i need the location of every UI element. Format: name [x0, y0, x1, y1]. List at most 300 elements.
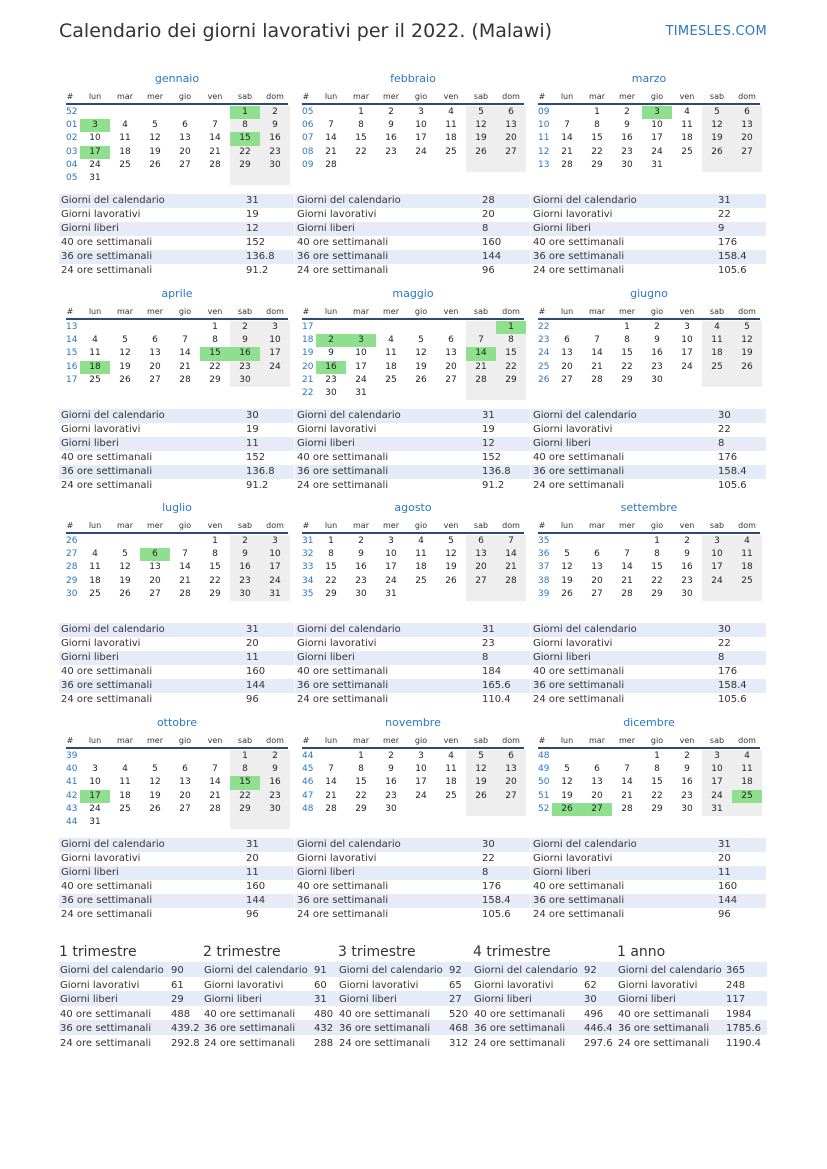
- calendar-day[interactable]: 13: [496, 763, 526, 776]
- calendar-day[interactable]: 6: [564, 335, 570, 346]
- calendar-day[interactable]: 18: [445, 133, 457, 144]
- calendar-day[interactable]: 26: [732, 361, 762, 374]
- calendar-day[interactable]: 29: [209, 588, 221, 599]
- calendar-day[interactable]: 23: [230, 361, 260, 374]
- calendar-day[interactable]: 30: [260, 803, 290, 816]
- calendar-day[interactable]: 21: [621, 575, 633, 586]
- calendar-day[interactable]: 2: [624, 107, 630, 117]
- calendar-day[interactable]: 11: [732, 548, 762, 561]
- calendar-day[interactable]: 5: [152, 120, 158, 131]
- calendar-day[interactable]: 31: [89, 817, 101, 827]
- calendar-day[interactable]: 27: [149, 588, 161, 599]
- calendar-day[interactable]: 31: [385, 588, 397, 599]
- calendar-day[interactable]: 23: [621, 146, 633, 157]
- calendar-day[interactable]: 30: [621, 159, 633, 170]
- calendar-day[interactable]: 8: [212, 549, 218, 560]
- calendar-day[interactable]: 19: [149, 146, 161, 157]
- calendar-day[interactable]: 9: [230, 548, 260, 561]
- calendar-day[interactable]: 18: [732, 776, 762, 789]
- calendar-day[interactable]: 23: [681, 575, 693, 586]
- calendar-day[interactable]: 11: [89, 348, 101, 359]
- calendar-day[interactable]: 14: [621, 562, 633, 573]
- calendar-day[interactable]: 11: [385, 348, 397, 359]
- calendar-day[interactable]: 20: [445, 361, 457, 372]
- calendar-day[interactable]: 8: [212, 335, 218, 346]
- calendar-day[interactable]: 4: [92, 335, 98, 346]
- calendar-day[interactable]: 24: [702, 790, 732, 803]
- calendar-day[interactable]: 6: [732, 106, 762, 119]
- calendar-day[interactable]: 6: [466, 535, 496, 548]
- calendar-day[interactable]: 22: [651, 790, 663, 801]
- holiday-day[interactable]: 15: [230, 776, 260, 789]
- calendar-day[interactable]: 16: [385, 777, 397, 788]
- calendar-day[interactable]: 24: [260, 361, 290, 374]
- calendar-day[interactable]: 17: [415, 133, 427, 144]
- calendar-day[interactable]: 29: [591, 159, 603, 170]
- calendar-day[interactable]: 22: [209, 361, 221, 372]
- calendar-day[interactable]: 5: [564, 764, 570, 775]
- calendar-day[interactable]: 2: [230, 321, 260, 334]
- calendar-day[interactable]: 17: [702, 561, 732, 574]
- calendar-day[interactable]: 29: [621, 374, 633, 385]
- calendar-day[interactable]: 1: [624, 322, 630, 332]
- calendar-day[interactable]: 7: [182, 549, 188, 560]
- calendar-day[interactable]: 15: [651, 562, 663, 573]
- calendar-day[interactable]: 5: [732, 321, 762, 334]
- calendar-day[interactable]: 17: [260, 561, 290, 574]
- calendar-day[interactable]: 13: [179, 777, 191, 788]
- calendar-day[interactable]: 7: [182, 335, 188, 346]
- calendar-day[interactable]: 4: [92, 549, 98, 560]
- calendar-day[interactable]: 18: [385, 361, 397, 372]
- calendar-day[interactable]: 25: [415, 575, 427, 586]
- calendar-day[interactable]: 17: [385, 562, 397, 573]
- calendar-day[interactable]: 23: [260, 790, 290, 803]
- calendar-day[interactable]: 31: [651, 159, 663, 170]
- calendar-day[interactable]: 28: [621, 803, 633, 814]
- calendar-day[interactable]: 11: [732, 763, 762, 776]
- calendar-day[interactable]: 24: [89, 803, 101, 814]
- calendar-day[interactable]: 22: [230, 146, 260, 159]
- calendar-day[interactable]: 11: [702, 334, 732, 347]
- calendar-day[interactable]: 19: [119, 575, 131, 586]
- calendar-day[interactable]: 2: [358, 536, 364, 546]
- calendar-day[interactable]: 5: [122, 335, 128, 346]
- calendar-day[interactable]: 7: [624, 764, 630, 775]
- calendar-day[interactable]: 3: [260, 321, 290, 334]
- holiday-day[interactable]: 27: [582, 803, 612, 816]
- calendar-day[interactable]: 16: [621, 133, 633, 144]
- calendar-day[interactable]: 27: [466, 575, 496, 588]
- calendar-day[interactable]: 19: [149, 790, 161, 801]
- calendar-day[interactable]: 2: [260, 750, 290, 763]
- calendar-day[interactable]: 16: [385, 133, 397, 144]
- calendar-day[interactable]: 12: [732, 334, 762, 347]
- calendar-day[interactable]: 18: [119, 790, 131, 801]
- calendar-day[interactable]: 25: [732, 575, 762, 588]
- calendar-day[interactable]: 8: [358, 764, 364, 775]
- calendar-day[interactable]: 28: [621, 588, 633, 599]
- calendar-day[interactable]: 30: [260, 159, 290, 172]
- calendar-day[interactable]: 1: [230, 750, 260, 763]
- calendar-day[interactable]: 21: [496, 561, 526, 574]
- calendar-day[interactable]: 19: [415, 361, 427, 372]
- calendar-day[interactable]: 5: [466, 106, 496, 119]
- calendar-day[interactable]: 14: [179, 348, 191, 359]
- calendar-day[interactable]: 11: [415, 549, 427, 560]
- calendar-day[interactable]: 25: [119, 159, 131, 170]
- calendar-day[interactable]: 16: [355, 562, 367, 573]
- calendar-day[interactable]: 3: [684, 322, 690, 332]
- calendar-day[interactable]: 20: [149, 575, 161, 586]
- calendar-day[interactable]: 20: [179, 146, 191, 157]
- calendar-day[interactable]: 21: [179, 575, 191, 586]
- calendar-day[interactable]: 28: [325, 803, 337, 814]
- calendar-day[interactable]: 8: [654, 549, 660, 560]
- calendar-day[interactable]: 24: [415, 146, 427, 157]
- calendar-day[interactable]: 17: [651, 133, 663, 144]
- holiday-day[interactable]: 25: [732, 790, 762, 803]
- calendar-day[interactable]: 1: [212, 322, 218, 332]
- holiday-day[interactable]: 17: [80, 790, 110, 803]
- calendar-day[interactable]: 3: [418, 107, 424, 117]
- holiday-day[interactable]: 3: [346, 334, 376, 347]
- calendar-day[interactable]: 13: [561, 348, 573, 359]
- calendar-day[interactable]: 14: [496, 548, 526, 561]
- calendar-day[interactable]: 12: [466, 119, 496, 132]
- calendar-day[interactable]: 8: [328, 549, 334, 560]
- calendar-day[interactable]: 15: [496, 347, 526, 360]
- calendar-day[interactable]: 1: [212, 536, 218, 546]
- calendar-day[interactable]: 9: [260, 119, 290, 132]
- calendar-day[interactable]: 6: [496, 106, 526, 119]
- calendar-day[interactable]: 8: [654, 764, 660, 775]
- calendar-day[interactable]: 19: [732, 347, 762, 360]
- calendar-day[interactable]: 2: [388, 107, 394, 117]
- calendar-day[interactable]: 20: [496, 132, 526, 145]
- calendar-day[interactable]: 24: [385, 575, 397, 586]
- calendar-day[interactable]: 6: [152, 335, 158, 346]
- calendar-day[interactable]: 27: [591, 588, 603, 599]
- calendar-day[interactable]: 4: [388, 335, 394, 346]
- calendar-day[interactable]: 21: [466, 361, 496, 374]
- calendar-day[interactable]: 15: [355, 777, 367, 788]
- calendar-day[interactable]: 10: [89, 777, 101, 788]
- calendar-day[interactable]: 8: [594, 120, 600, 131]
- calendar-day[interactable]: 26: [149, 803, 161, 814]
- calendar-day[interactable]: 6: [182, 120, 188, 131]
- calendar-day[interactable]: 13: [466, 548, 496, 561]
- calendar-day[interactable]: 11: [119, 133, 131, 144]
- calendar-day[interactable]: 23: [325, 374, 337, 385]
- holiday-day[interactable]: 17: [80, 146, 110, 159]
- calendar-day[interactable]: 9: [624, 120, 630, 131]
- calendar-day[interactable]: 27: [445, 374, 457, 385]
- calendar-day[interactable]: 25: [89, 374, 101, 385]
- calendar-day[interactable]: 25: [119, 803, 131, 814]
- holiday-day[interactable]: 6: [140, 548, 170, 561]
- calendar-day[interactable]: 1: [594, 107, 600, 117]
- calendar-day[interactable]: 1: [328, 536, 334, 546]
- calendar-day[interactable]: 21: [209, 790, 221, 801]
- calendar-day[interactable]: 5: [418, 335, 424, 346]
- calendar-day[interactable]: 17: [260, 347, 290, 360]
- calendar-day[interactable]: 6: [182, 764, 188, 775]
- calendar-day[interactable]: 12: [445, 549, 457, 560]
- calendar-day[interactable]: 4: [122, 120, 128, 131]
- calendar-day[interactable]: 12: [702, 119, 732, 132]
- calendar-day[interactable]: 20: [591, 575, 603, 586]
- calendar-day[interactable]: 24: [415, 790, 427, 801]
- calendar-day[interactable]: 23: [260, 146, 290, 159]
- holiday-day[interactable]: 1: [230, 106, 260, 119]
- calendar-day[interactable]: 31: [702, 803, 732, 816]
- calendar-day[interactable]: 11: [89, 562, 101, 573]
- calendar-day[interactable]: 30: [325, 388, 337, 398]
- calendar-day[interactable]: 6: [496, 750, 526, 763]
- calendar-day[interactable]: 31: [89, 173, 101, 183]
- calendar-day[interactable]: 10: [681, 335, 693, 346]
- calendar-day[interactable]: 25: [445, 790, 457, 801]
- calendar-day[interactable]: 26: [445, 575, 457, 586]
- holiday-day[interactable]: 18: [80, 361, 110, 374]
- calendar-day[interactable]: 18: [702, 347, 732, 360]
- calendar-day[interactable]: 29: [209, 374, 221, 385]
- calendar-day[interactable]: 1: [358, 107, 364, 117]
- calendar-day[interactable]: 23: [230, 575, 260, 588]
- calendar-day[interactable]: 21: [209, 146, 221, 157]
- calendar-day[interactable]: 15: [651, 777, 663, 788]
- calendar-day[interactable]: 21: [621, 790, 633, 801]
- calendar-day[interactable]: 7: [624, 549, 630, 560]
- calendar-day[interactable]: 4: [448, 107, 454, 117]
- holiday-day[interactable]: 26: [552, 803, 582, 816]
- calendar-day[interactable]: 7: [212, 120, 218, 131]
- calendar-day[interactable]: 2: [230, 535, 260, 548]
- calendar-day[interactable]: 7: [466, 334, 496, 347]
- calendar-day[interactable]: 2: [684, 751, 690, 761]
- calendar-day[interactable]: 30: [230, 374, 260, 387]
- calendar-day[interactable]: 21: [561, 146, 573, 157]
- calendar-day[interactable]: 28: [209, 159, 221, 170]
- calendar-day[interactable]: 22: [621, 361, 633, 372]
- calendar-day[interactable]: 22: [355, 790, 367, 801]
- calendar-day[interactable]: 2: [684, 536, 690, 546]
- calendar-day[interactable]: 3: [418, 751, 424, 761]
- calendar-day[interactable]: 29: [325, 588, 337, 599]
- calendar-day[interactable]: 9: [654, 335, 660, 346]
- calendar-day[interactable]: 15: [355, 133, 367, 144]
- calendar-day[interactable]: 10: [415, 120, 427, 131]
- calendar-day[interactable]: 19: [561, 790, 573, 801]
- calendar-day[interactable]: 19: [466, 132, 496, 145]
- calendar-day[interactable]: 7: [328, 120, 334, 131]
- calendar-day[interactable]: 9: [388, 120, 394, 131]
- calendar-day[interactable]: 30: [355, 588, 367, 599]
- calendar-day[interactable]: 17: [415, 777, 427, 788]
- calendar-day[interactable]: 15: [325, 562, 337, 573]
- calendar-day[interactable]: 5: [448, 536, 454, 546]
- holiday-day[interactable]: 1: [496, 321, 526, 334]
- calendar-day[interactable]: 13: [591, 562, 603, 573]
- calendar-day[interactable]: 6: [594, 764, 600, 775]
- calendar-day[interactable]: 13: [149, 562, 161, 573]
- calendar-day[interactable]: 8: [496, 334, 526, 347]
- calendar-day[interactable]: 7: [564, 120, 570, 131]
- calendar-day[interactable]: 15: [621, 348, 633, 359]
- calendar-day[interactable]: 16: [681, 777, 693, 788]
- calendar-day[interactable]: 30: [651, 374, 663, 385]
- calendar-day[interactable]: 10: [651, 120, 663, 131]
- calendar-day[interactable]: 6: [594, 549, 600, 560]
- calendar-day[interactable]: 26: [119, 374, 131, 385]
- calendar-day[interactable]: 27: [149, 374, 161, 385]
- calendar-day[interactable]: 15: [209, 562, 221, 573]
- calendar-day[interactable]: 31: [260, 588, 290, 601]
- calendar-day[interactable]: 24: [681, 361, 693, 372]
- calendar-day[interactable]: 10: [260, 334, 290, 347]
- calendar-day[interactable]: 28: [179, 588, 191, 599]
- calendar-day[interactable]: 5: [152, 764, 158, 775]
- calendar-day[interactable]: 9: [260, 763, 290, 776]
- holiday-day[interactable]: 3: [80, 119, 110, 132]
- brand-link[interactable]: TIMESLES.COM: [665, 24, 767, 39]
- calendar-day[interactable]: 30: [230, 588, 260, 601]
- calendar-day[interactable]: 3: [702, 535, 732, 548]
- calendar-day[interactable]: 2: [654, 322, 660, 332]
- calendar-day[interactable]: 26: [415, 374, 427, 385]
- calendar-day[interactable]: 12: [119, 562, 131, 573]
- calendar-day[interactable]: 27: [496, 146, 526, 159]
- calendar-day[interactable]: 3: [702, 750, 732, 763]
- calendar-day[interactable]: 4: [418, 536, 424, 546]
- calendar-day[interactable]: 12: [415, 348, 427, 359]
- calendar-day[interactable]: 12: [561, 562, 573, 573]
- calendar-day[interactable]: 10: [702, 548, 732, 561]
- calendar-day[interactable]: 4: [122, 764, 128, 775]
- calendar-day[interactable]: 29: [230, 159, 260, 172]
- calendar-day[interactable]: 29: [355, 803, 367, 814]
- calendar-day[interactable]: 16: [681, 562, 693, 573]
- calendar-day[interactable]: 22: [591, 146, 603, 157]
- calendar-day[interactable]: 9: [230, 334, 260, 347]
- calendar-day[interactable]: 23: [355, 575, 367, 586]
- calendar-day[interactable]: 1: [358, 751, 364, 761]
- calendar-day[interactable]: 1: [654, 751, 660, 761]
- calendar-day[interactable]: 16: [230, 561, 260, 574]
- calendar-day[interactable]: 13: [445, 348, 457, 359]
- calendar-day[interactable]: 23: [651, 361, 663, 372]
- calendar-day[interactable]: 9: [684, 549, 690, 560]
- calendar-day[interactable]: 25: [702, 361, 732, 374]
- calendar-day[interactable]: 20: [591, 790, 603, 801]
- calendar-day[interactable]: 12: [561, 777, 573, 788]
- calendar-day[interactable]: 27: [179, 159, 191, 170]
- calendar-day[interactable]: 24: [260, 575, 290, 588]
- calendar-day[interactable]: 15: [591, 133, 603, 144]
- calendar-day[interactable]: 27: [496, 790, 526, 803]
- calendar-day[interactable]: 25: [89, 588, 101, 599]
- calendar-day[interactable]: 5: [564, 549, 570, 560]
- calendar-day[interactable]: 14: [209, 133, 221, 144]
- calendar-day[interactable]: 9: [328, 348, 334, 359]
- calendar-day[interactable]: 17: [681, 348, 693, 359]
- calendar-day[interactable]: 7: [594, 335, 600, 346]
- calendar-day[interactable]: 9: [358, 549, 364, 560]
- calendar-day[interactable]: 4: [732, 750, 762, 763]
- calendar-day[interactable]: 22: [355, 146, 367, 157]
- calendar-day[interactable]: 13: [732, 119, 762, 132]
- calendar-day[interactable]: 1: [654, 536, 660, 546]
- calendar-day[interactable]: 24: [702, 575, 732, 588]
- calendar-day[interactable]: 14: [179, 562, 191, 573]
- calendar-day[interactable]: 10: [415, 764, 427, 775]
- calendar-day[interactable]: 29: [651, 803, 663, 814]
- calendar-day[interactable]: 18: [732, 561, 762, 574]
- calendar-day[interactable]: 26: [466, 146, 496, 159]
- calendar-day[interactable]: 29: [496, 374, 526, 387]
- holiday-day[interactable]: 16: [230, 347, 260, 360]
- calendar-day[interactable]: 4: [448, 751, 454, 761]
- calendar-day[interactable]: 19: [702, 132, 732, 145]
- calendar-day[interactable]: 27: [732, 146, 762, 159]
- calendar-day[interactable]: 3: [388, 536, 394, 546]
- calendar-day[interactable]: 20: [149, 361, 161, 372]
- calendar-day[interactable]: 20: [561, 361, 573, 372]
- calendar-day[interactable]: 19: [119, 361, 131, 372]
- calendar-day[interactable]: 26: [149, 159, 161, 170]
- holiday-day[interactable]: 14: [466, 347, 496, 360]
- calendar-day[interactable]: 19: [445, 562, 457, 573]
- calendar-day[interactable]: 4: [702, 321, 732, 334]
- calendar-day[interactable]: 10: [89, 133, 101, 144]
- calendar-day[interactable]: 7: [496, 535, 526, 548]
- calendar-day[interactable]: 25: [681, 146, 693, 157]
- holiday-day[interactable]: 16: [316, 361, 346, 374]
- calendar-day[interactable]: 10: [385, 549, 397, 560]
- calendar-day[interactable]: 8: [230, 763, 260, 776]
- calendar-day[interactable]: 18: [445, 777, 457, 788]
- calendar-day[interactable]: 21: [325, 790, 337, 801]
- calendar-day[interactable]: 12: [149, 777, 161, 788]
- calendar-day[interactable]: 14: [209, 777, 221, 788]
- calendar-day[interactable]: 16: [260, 776, 290, 789]
- calendar-day[interactable]: 24: [355, 374, 367, 385]
- calendar-day[interactable]: 28: [466, 374, 496, 387]
- calendar-day[interactable]: 18: [119, 146, 131, 157]
- calendar-day[interactable]: 14: [621, 777, 633, 788]
- calendar-day[interactable]: 13: [179, 133, 191, 144]
- calendar-day[interactable]: 18: [681, 133, 693, 144]
- calendar-day[interactable]: 12: [466, 763, 496, 776]
- calendar-day[interactable]: 27: [179, 803, 191, 814]
- calendar-day[interactable]: 28: [496, 575, 526, 588]
- holiday-day[interactable]: 3: [642, 106, 672, 119]
- calendar-day[interactable]: 23: [385, 790, 397, 801]
- calendar-day[interactable]: 24: [651, 146, 663, 157]
- calendar-day[interactable]: 12: [119, 348, 131, 359]
- calendar-day[interactable]: 12: [149, 133, 161, 144]
- calendar-day[interactable]: 4: [684, 107, 690, 117]
- calendar-day[interactable]: 7: [328, 764, 334, 775]
- calendar-day[interactable]: 11: [445, 120, 457, 131]
- calendar-day[interactable]: 11: [445, 764, 457, 775]
- calendar-day[interactable]: 18: [89, 575, 101, 586]
- calendar-day[interactable]: 22: [209, 575, 221, 586]
- calendar-day[interactable]: 26: [119, 588, 131, 599]
- calendar-day[interactable]: 19: [561, 575, 573, 586]
- calendar-day[interactable]: 23: [385, 146, 397, 157]
